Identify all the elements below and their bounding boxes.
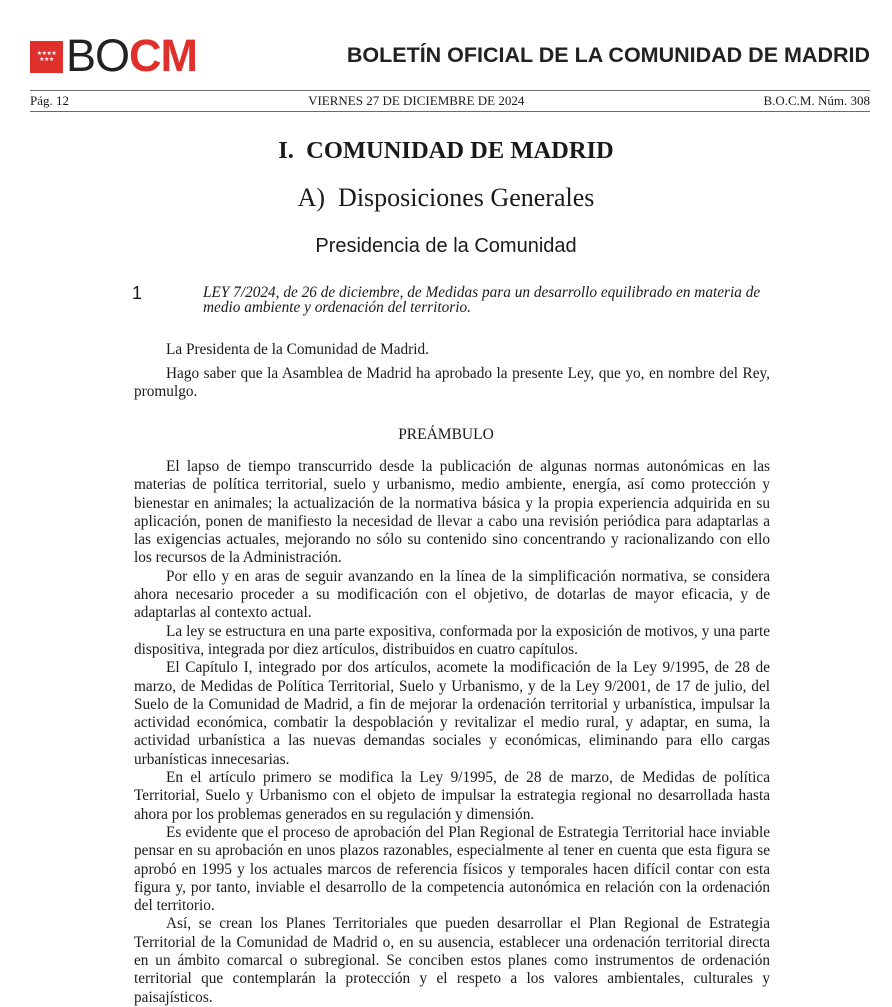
paragraph: El lapso de tiempo transcurrido desde la publicación de algunas normas autonómicas en las materias de política territorial, suelo y urbanismo, medio ambiente, energía, así como protección y bienestar en animales; la actualización de la normativa básica y la propia experiencia adquirida en su aplicación, ponen de manifiesto la necesidad de llevar a cabo una revisión periódica para adaptarlas a las exigencias actuales, mejorando no sólo su contenido sino concentrando y racionalizando con ello los recursos de la Administración. <box>134 458 770 567</box>
law-title: LEY 7/2024, de 26 de diciembre, de Medidas para un desarrollo equilibrado en materia de medio ambiente y ordenación del territorio. <box>203 284 761 316</box>
preambulo-body <box>134 458 770 1007</box>
madrid-flag-icon <box>30 41 63 73</box>
paragraph: Es evidente que el proceso de aprobación del Plan Regional de Estrategia Territorial hace inviable pensar en su aprobación en unos plazos razonables, especialmente al tener en cuenta que esta figura se aprobó en 1995 y los actuales marcos de referencia físicos y temporales hacen difícil contar con esta figura y, por tanto, inviable el desarrollo de la competencia autonómica en relación con la ordenación del territorio. <box>134 823 770 915</box>
logo-text-cm: CM <box>129 30 198 81</box>
presidenta-text: La Presidenta de la Comunidad de Madrid. <box>166 341 429 358</box>
logo-text-bo: BO <box>66 30 130 81</box>
paragraph: En el artículo primero se modifica la Ley 9/1995, de 28 de marzo, de Medidas de política Territorial, Suelo y Urbanismo con el objeto de impulsar la estrategia regional no desarrollada hasta ahora por los problemas generados en su regulación y dimensión. <box>134 769 770 823</box>
paragraph: La ley se estructura en una parte expositiva, conformada por la exposición de motivos, y una parte dispositiva, integrada por diez artículos, distribuidos en cuatro capítulos. <box>134 622 770 658</box>
header-rule-top <box>30 90 870 91</box>
promulgation-paragraph <box>134 365 770 402</box>
hago-saber-text: Hago saber que la Asamblea de Madrid ha aprobado la presente Ley, que yo, en nombre del Rey, promulgo. <box>134 365 770 401</box>
bocm-logo <box>30 30 198 81</box>
paragraph: Así, se crean los Planes Territoriales que pueden desarrollar el Plan Regional de Estrategia Territorial de la Comunidad de Madrid o, en su ausencia, establecer una ordenación territorial directa en un ámbito comarcal o subregional. Se conciben estos planes como instrumentos de ordenación territorial que contemplarán la protección y el respeto a los valores ambientales, culturales y paisajísticos. <box>134 915 770 1006</box>
paragraph: Por ello y en aras de seguir avanzando en la línea de la simplificación normativa, se considera ahora necesario proceder a su modificación con el objetivo, de dotarlas de mayor eficacia, y de adaptarlas al contexto actual. <box>134 567 770 622</box>
preambulo-heading: PREÁMBULO <box>398 426 494 443</box>
section-heading: I. COMUNIDAD DE MADRID <box>278 137 614 164</box>
issue-number: B.O.C.M. Núm. 308 <box>763 93 870 108</box>
department-heading: Presidencia de la Comunidad <box>315 235 577 257</box>
flag-stars: ★★★★ ★★★ <box>36 49 57 63</box>
masthead-title: BOLETÍN OFICIAL DE LA COMUNIDAD DE MADRID <box>346 43 870 67</box>
subsection-heading: A) Disposiciones Generales <box>297 183 595 212</box>
info-bar <box>30 93 870 109</box>
page-number: Pág. 12 <box>30 93 69 108</box>
issue-date: VIERNES 27 DE DICIEMBRE DE 2024 <box>308 93 525 108</box>
entry-number: 1 <box>132 283 143 303</box>
presidenta-line <box>134 341 770 359</box>
paragraph: El Capítulo I, integrado por dos artículos, acomete la modificación de la Ley 9/1995, de 28 de marzo, de Medidas de Política Territorial, Suelo y Urbanismo, y de la Ley 9/2001, de 17 de julio, del Suelo de la Comunidad de Madrid, a fin de mejorar la ordenación territorial y urbanística, impulsar la actividad económica, combatir la despoblación y revitalizar el medio rural, y adaptar, en suma, la actividad urbanística a las nuevas demandas sociales y económicas, eliminando para ello cargas urbanísticas innecesarias. <box>134 659 770 768</box>
header-rule-bottom <box>30 111 870 112</box>
